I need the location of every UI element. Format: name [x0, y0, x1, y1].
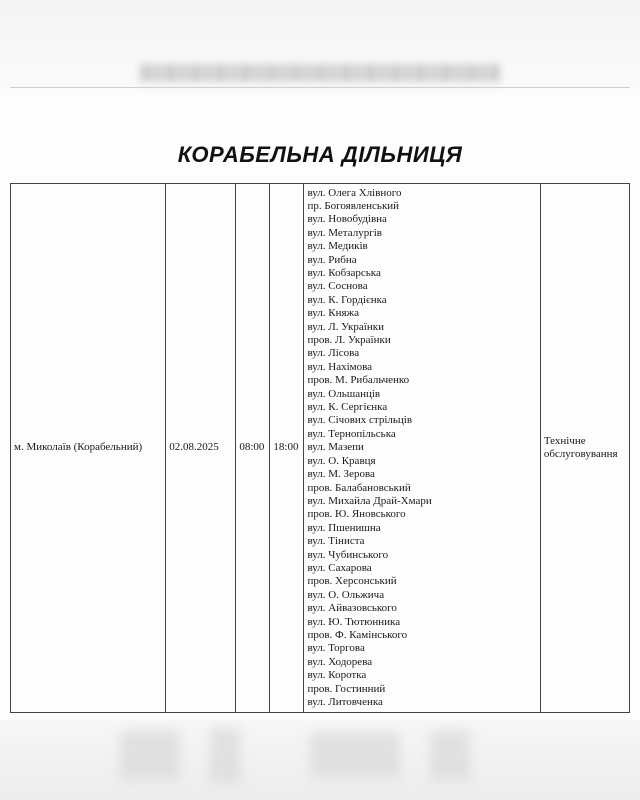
street-list — [307, 187, 536, 710]
street-item: пр. Богоявленський — [307, 199, 400, 212]
street-item: вул. Айвазовського — [307, 602, 397, 615]
street-item: вул. Пшенишна — [307, 521, 381, 534]
street-item: пров. Л. Українки — [307, 334, 391, 347]
page-title: КОРАБЕЛЬНА ДІЛЬНИЦЯ — [177, 142, 463, 167]
street-item: вул. Литовченка — [307, 696, 383, 709]
street-item: вул. Михайла Драй-Хмари — [307, 494, 432, 507]
street-item: пров. Ю. Яновського — [307, 508, 406, 521]
street-item: вул. Нахімова — [307, 360, 373, 373]
street-item: вул. Ю. Тютюнника — [307, 615, 401, 628]
street-item: вул. Княжа — [307, 307, 360, 320]
outage-table — [10, 183, 630, 713]
streets-cell — [304, 184, 540, 713]
street-item: вул. Сахарова — [307, 561, 372, 574]
street-item: пров. Херсонський — [307, 575, 397, 588]
street-item: пров. Гостинний — [307, 682, 386, 695]
end-time-cell: 18:00 — [270, 184, 304, 713]
street-item: вул. М. Зерова — [307, 468, 375, 481]
street-item: вул. Новобудівна — [307, 213, 387, 226]
street-item: вул. Л. Українки — [307, 320, 384, 333]
street-item: вул. Торгова — [307, 642, 365, 655]
street-item: вул. О. Кравця — [307, 454, 376, 467]
table-row — [11, 184, 630, 713]
start-time-cell: 08:00 — [236, 184, 270, 713]
header-divider — [10, 87, 630, 88]
street-item: вул. К. Сергієнка — [307, 401, 388, 414]
blurred-header-text — [140, 64, 500, 82]
street-item: вул. Чубинського — [307, 548, 389, 561]
street-item: вул. Лісова — [307, 347, 360, 360]
street-item: вул. Медиків — [307, 240, 368, 253]
street-item: вул. Олега Хлівного — [307, 186, 402, 199]
reason-cell: Технічне обслуговування — [540, 184, 629, 713]
date-cell: 02.08.2025 — [166, 184, 236, 713]
street-item: вул. Тернопільська — [307, 427, 396, 440]
street-item: вул. Соснова — [307, 280, 368, 293]
street-item: вул. К. Гордієнка — [307, 293, 387, 306]
street-item: пров. Балабановський — [307, 481, 411, 494]
street-item: вул. Рибна — [307, 253, 357, 266]
city-cell: м. Миколаїв (Корабельний) — [11, 184, 166, 713]
street-item: пров. Ф. Камінського — [307, 628, 408, 641]
street-item: вул. Коротка — [307, 669, 367, 682]
blurred-footer — [0, 720, 640, 800]
street-item: вул. Ходорева — [307, 655, 373, 668]
street-item: пров. М. Рибальченко — [307, 374, 410, 387]
street-item: вул. Кобзарська — [307, 267, 381, 280]
street-item: вул. Ольшанців — [307, 387, 381, 400]
street-item: вул. Металургів — [307, 226, 382, 239]
street-item: вул. О. Ольжича — [307, 588, 385, 601]
street-item: вул. Мазепи — [307, 441, 364, 454]
street-item: вул. Січових стрільців — [307, 414, 413, 427]
street-item: вул. Тіниста — [307, 535, 365, 548]
